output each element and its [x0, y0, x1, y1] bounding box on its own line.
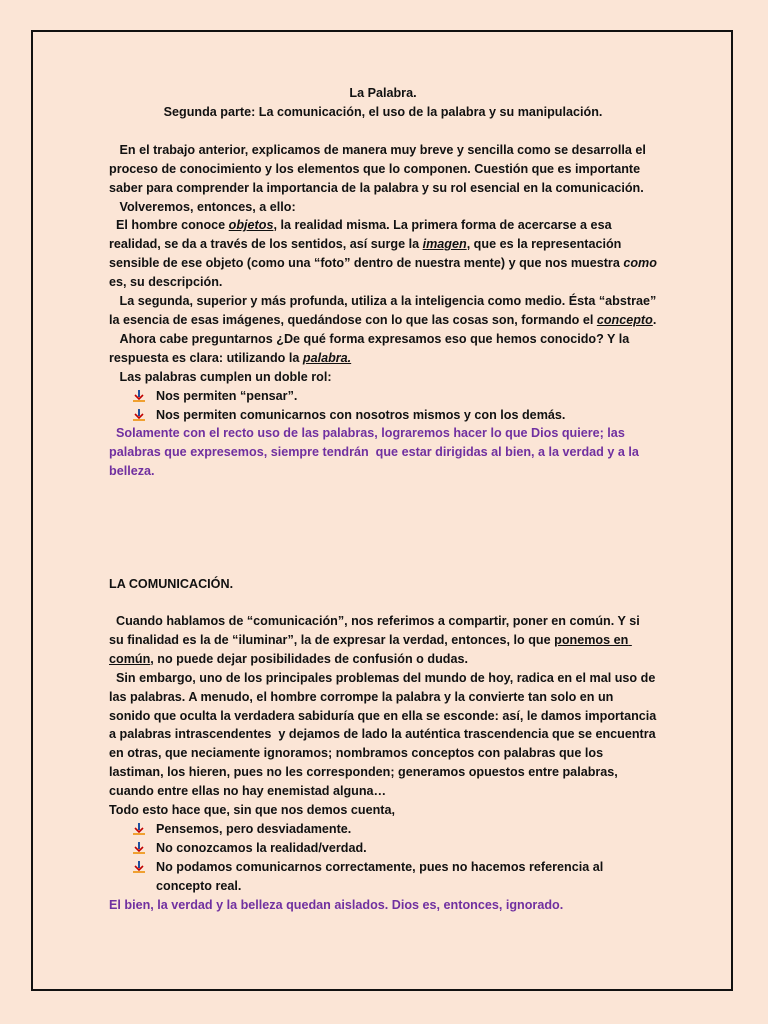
spacer	[109, 481, 657, 575]
arrow-bullet-icon	[133, 861, 145, 873]
text-run: Ahora cabe preguntarnos ¿De qué forma expresamos eso que hemos conocido? Y la respuesta es clara: utilizando la	[109, 331, 633, 365]
paragraph-objects	[109, 216, 661, 292]
text-run	[351, 351, 355, 365]
list-item	[109, 839, 657, 858]
arrow-bullet-icon	[133, 409, 145, 421]
list-item-text: Pensemos, pero desviadamente.	[156, 822, 352, 836]
list-item-text: Nos permiten “pensar”.	[156, 388, 298, 403]
list-item	[109, 820, 657, 839]
term-concepto: concepto	[596, 312, 653, 327]
term-palabra: palabra.	[302, 350, 352, 365]
paragraph-question	[109, 330, 657, 368]
document-title: La Palabra.	[349, 86, 417, 100]
list-item	[109, 387, 657, 406]
text-run: , que es la representación sensible de ese objeto (como una “foto” dentro de nuestra mente) y que nos muestra	[109, 237, 625, 271]
consequences-list	[109, 820, 657, 896]
paragraph-communication	[109, 612, 657, 669]
paragraph-return: Volveremos, entonces, a ello:	[109, 199, 296, 214]
term-como: como	[623, 256, 657, 271]
list-item	[109, 406, 657, 425]
arrow-bullet-icon	[133, 823, 145, 835]
list-item-text: Nos permiten comunicarnos con nosotros mismos y con los demás.	[156, 407, 566, 422]
term-objetos: objetos	[228, 218, 274, 233]
section-heading: LA COMUNICACIÓN.	[109, 577, 234, 592]
paragraph-consequence-intro: Todo esto hace que, sin que nos demos cuenta,	[109, 803, 395, 818]
list-item	[109, 858, 657, 896]
arrow-bullet-icon	[133, 390, 145, 402]
text-run: es, su descripción.	[109, 256, 661, 290]
text-run: , la realidad misma. La primera forma de acercarse a esa realidad, se da a través de los sentidos, así surge la	[109, 218, 616, 252]
document-body	[109, 84, 661, 915]
roles-list	[109, 387, 657, 425]
spacer	[109, 122, 657, 141]
paragraph-intelligence	[109, 292, 660, 330]
paragraph-highlight: Solamente con el recto uso de las palabras, lograremos hacer lo que Dios quiere; las palabras que expresemos, siempre tendrán que estar dirigidas al bien, a la verdad y a la belleza.	[109, 426, 643, 479]
list-item-text: No conozcamos la realidad/verdad.	[156, 840, 367, 855]
arrow-bullet-icon	[133, 842, 145, 854]
paragraph-problems: Sin embargo, uno de los principales problemas del mundo de hoy, radica en el mal uso de las palabras. A menudo, el hombre corrompe la palabra y la convierte tan solo en un sonido que oculta la verdadera sabiduría que en ella se esconde: así, le damos importancia a palabras intrascendentes y dejamos de lado la auténtica trascendencia que se encuentra en otras, que neciamente ignoramos; nombramos conceptos con palabras que los lastiman, los hieren, pues no les corresponden; generamos opuestos entre palabras, cuando entre ellas no hay enemistad alguna…	[109, 670, 660, 799]
term-ponemos-en-comun: ponemos en común	[109, 632, 632, 666]
paragraph-intro: En el trabajo anterior, explicamos de manera muy breve y sencilla como se desarrolla el proceso de conocimiento y los elementos que lo componen. Cuestión que es importante saber para comprender la importancia de la palabra y su rol esencial en la comunicación.	[109, 142, 650, 195]
paragraph-conclusion: El bien, la verdad y la belleza quedan aislados. Dios es, entonces, ignorado.	[109, 897, 564, 912]
paragraph-double-role: Las palabras cumplen un doble rol:	[109, 369, 332, 384]
document-subtitle: Segunda parte: La comunicación, el uso de la palabra y su manipulación.	[163, 104, 603, 119]
term-imagen: imagen	[422, 237, 467, 252]
text-run: , no puede dejar posibilidades de confusión o dudas.	[150, 651, 468, 666]
spacer	[109, 594, 657, 612]
text-run: El hombre conoce	[109, 218, 229, 233]
text-run: Cuando hablamos de “comunicación”, nos referimos a compartir, poner en común. Y si su finalidad es la de “iluminar”, la de expresar la verdad, entonces, lo que	[109, 614, 644, 647]
text-run: La segunda, superior y más profunda, utiliza a la inteligencia como medio. Ésta “abstrae” la esencia de esas imágenes, quedándose con lo que las cosas son, formando el	[109, 294, 660, 327]
list-item-text: No podamos comunicarnos correctamente, pues no hacemos referencia al concepto real.	[156, 859, 604, 893]
text-run: .	[652, 312, 657, 327]
